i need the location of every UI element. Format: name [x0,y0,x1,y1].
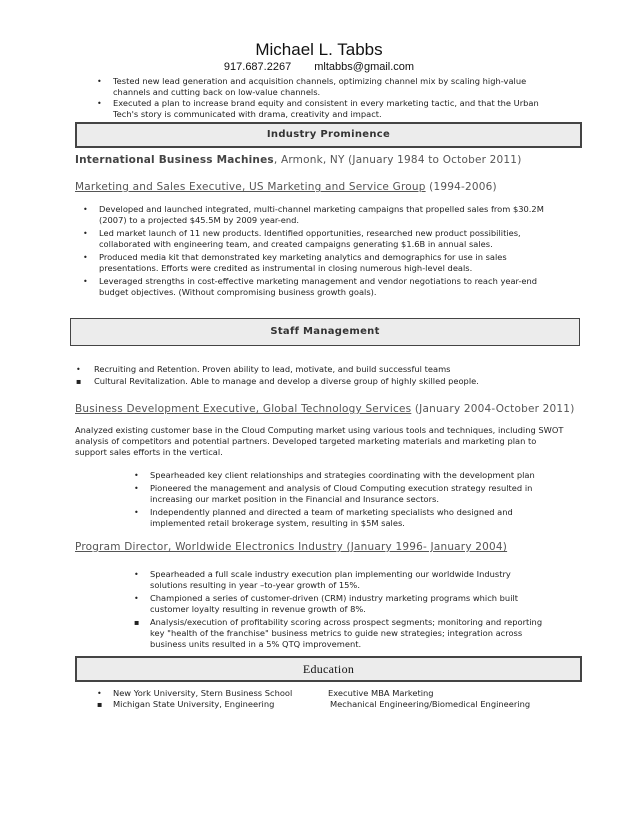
list-item: • Led market launch of 11 new products. Identified opportunities, researched new product possibilities, collaborated with engineering team, and created campaigns generating $1.6B in annual sales. [83,228,521,249]
candidate-name: Michael L. Tabbs [255,40,383,59]
section-header-education: Education [75,656,582,682]
section-header-industry: Industry Prominence [75,122,582,148]
role2-bullet-list [134,470,550,529]
list-item: • Produced media kit that demonstrated key marketing analytics and demographics for use in sales presentations. Efforts were credited as instrumental in closing numerous high-level deals. [83,252,507,273]
role1-bullet-list [83,204,555,298]
list-item: • Developed and launched integrated, multi-channel marketing campaigns that propelled sales from $30.2M (2007) to a projected $45.5M by 2009 year-end. [83,204,544,225]
list-item: • Leveraged strengths in cost-effective marketing management and vendor negotiations to reach year-end budget objectives. (Without compromising business growth goals). [83,276,538,297]
degree-name: Mechanical Engineering/Biomedical Engineering [330,699,531,709]
list-item: • Executed a plan to increase brand equity and consistent in every marketing tactic, and that the Urban Tech's story is communicated with drama, creativity and impact. [97,98,539,119]
company-name: International Business Machines [75,154,274,166]
role-title-1: Marketing and Sales Executive, US Marketing and Service Group (1994-2006) [75,181,497,193]
list-item: ▪ Analysis/execution of profitability scoring across prospect segments; monitoring and reporting key "health of the franchise" business metrics to guide new strategies; integration across business units resulted in a 5% QTQ improvement. [134,617,543,649]
bullet-icon: • [83,253,88,262]
bullet-icon: • [134,471,139,480]
role3-bullet-list [134,569,550,650]
email-address: mltabbs@gmail.com [314,61,415,73]
list-item [97,699,583,710]
bullet-icon: • [83,205,88,214]
role-title-3: Program Director, Worldwide Electronics Industry (January 1996- January 2004) [75,541,508,553]
education-list [97,688,583,710]
bullet-icon: • [134,484,139,493]
staff-bullet-list [76,364,564,387]
list-item: • Tested new lead generation and acquisition channels, optimizing channel mix by scaling high-value channels and cutting back on low-value channels. [97,76,527,97]
list-item: • Recruiting and Retention. Proven ability to lead, motivate, and build successful teams [76,364,451,374]
role-title-2: Business Development Executive, Global Technology Services (January 2004-October 2011) [75,403,575,415]
bullet-icon: ▪ [134,618,140,627]
list-item: ▪ Cultural Revitalization. Able to manage and develop a diverse group of highly skilled people. [76,376,479,386]
bullet-icon: • [97,99,102,108]
company-line [75,154,522,166]
bullet-icon: ▪ [97,700,103,709]
degree-name: Executive MBA Marketing [328,688,434,698]
bullet-icon: • [134,594,139,603]
list-item: • Championed a series of customer-driven (CRM) industry marketing programs which built customer loyalty resulting in revenue growth of 8%. [134,593,519,614]
bullet-icon: • [134,570,139,579]
list-item: • Spearheaded a full scale industry execution plan implementing our worldwide Industry solutions resulting in year –to-year growth of 15%. [134,569,511,590]
school-name: Michigan State University, Engineering [113,699,275,709]
list-item [97,688,583,699]
bullet-icon: • [83,229,88,238]
bullet-icon: • [76,365,81,374]
list-item: • Pioneered the management and analysis of Cloud Computing execution strategy resulted in increasing our market position in the Financial and Insurance sectors. [134,483,533,504]
bullet-icon: • [83,277,88,286]
company-detail: , Armonk, NY (January 1984 to October 2011) [273,154,522,166]
top-bullet-list [97,76,553,120]
bullet-icon: • [97,689,102,698]
role2-summary: Analyzed existing customer base in the Cloud Computing market using various tools and techniques, including SWOT analysis of competitors and potential partners. Developed targeted marketing materials and marketing plan to support sales efforts in the vertical. [75,425,564,457]
school-name: New York University, Stern Business School [113,688,293,698]
phone-number: 917.687.2267 [223,61,292,73]
bullet-icon: • [134,508,139,517]
bullet-icon: ▪ [76,377,82,386]
list-item: • Independently planned and directed a team of marketing specialists who designed and implemented retail brokerage system, resulting in $5M sales. [134,507,513,528]
contact-line [0,61,638,73]
list-item: • Spearheaded key client relationships and strategies coordinating with the development plan [134,470,535,480]
bullet-icon: • [97,77,102,86]
section-header-staff: Staff Management [70,318,580,346]
